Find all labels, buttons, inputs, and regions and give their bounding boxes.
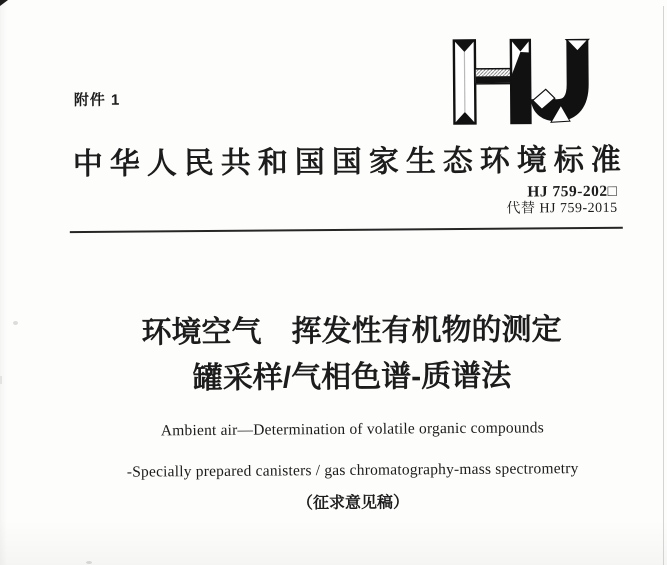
attachment-label: 附件 1 [73, 91, 121, 110]
standard-number: HJ 759-202□ [527, 182, 618, 201]
title-cn-line1: 环境空气 挥发性有机物的测定 [141, 313, 562, 350]
title-en-line2: -Specially prepared canisters / gas chromatography-mass spectrometry [126, 460, 579, 481]
title-cn-line2: 罐采样/气相色谱-质谱法 [192, 359, 512, 396]
logo-letter-h [454, 40, 531, 124]
standard-heading: 中华人民共和国国家生态环境标准 [72, 143, 628, 182]
title-en-line1: Ambient air—Determination of volatile organic compounds [160, 419, 544, 440]
standard-number-block [506, 183, 617, 218]
header-divider [70, 227, 623, 233]
hj-logo [448, 18, 599, 134]
logo-letter-j [532, 39, 589, 122]
replaces-note: 代替 HJ 759-2015 [506, 200, 618, 217]
draft-note: （征求意见稿） [296, 494, 410, 513]
